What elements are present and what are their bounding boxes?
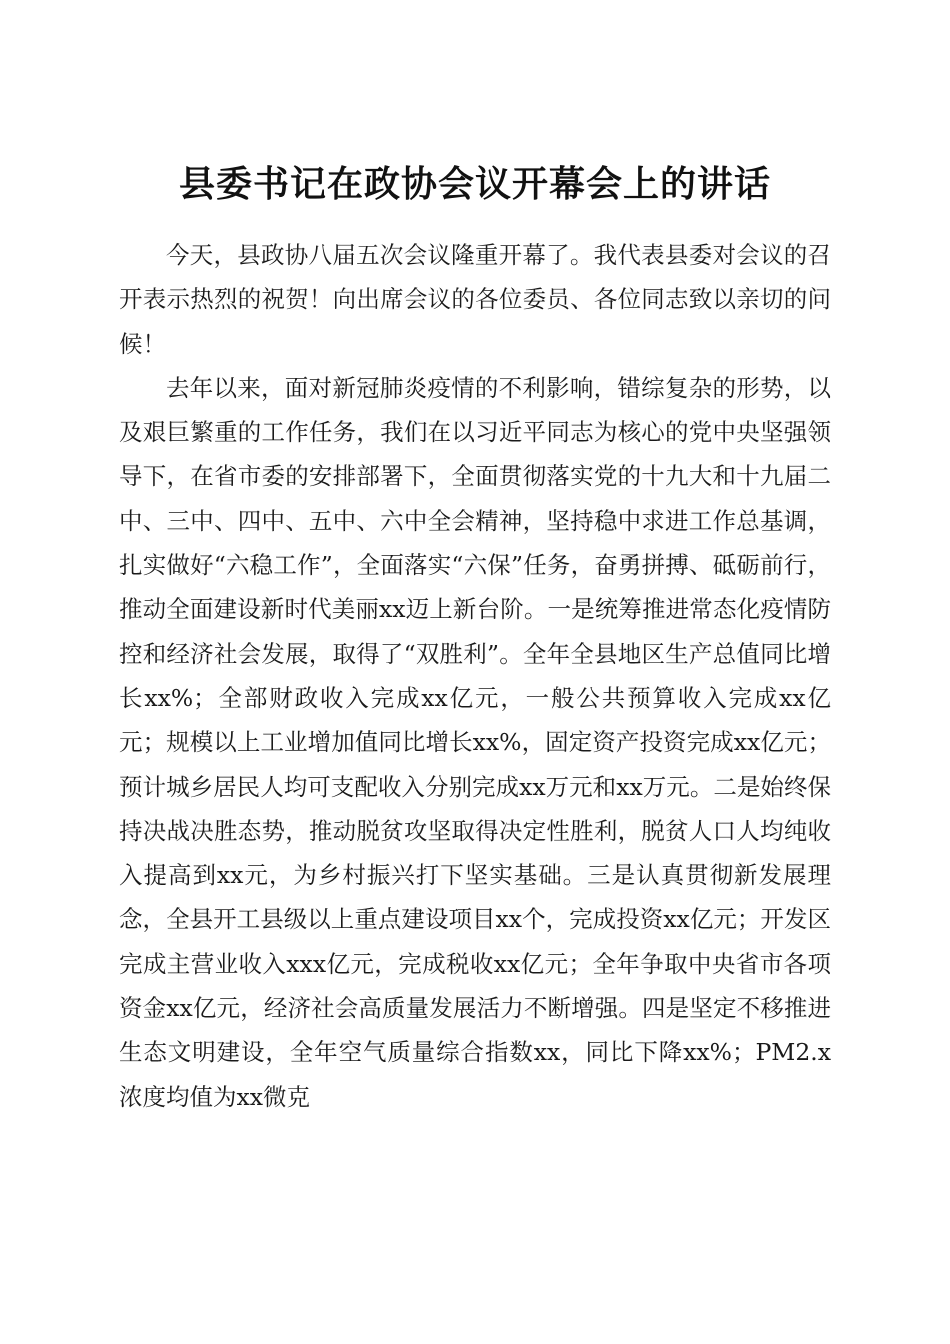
document-body xyxy=(119,233,831,1119)
document-title: 县委书记在政协会议开幕会上的讲话 xyxy=(178,163,771,206)
paragraph-review: 去年以来，面对新冠肺炎疫情的不利影响，错综复杂的形势，以及艰巨繁重的工作任务，我们在以习近平同志为核心的党中央坚强领导下，在省市委的安排部署下，全面贯彻落实党的十九大和十九届二中、三中、四中、五中、六中全会精神，坚持稳中求进工作总基调，扎实做好“六稳工作”，全面落实“六保”任务，奋勇拼搏、砥砺前行，推动全面建设新时代美丽xx迈上新台阶。一是统筹推进常态化疫情防控和经济社会发展，取得了“双胜利”。全年全县地区生产总值同比增长xx%；全部财政收入完成xx亿元，一般公共预算收入完成xx亿元；规模以上工业增加值同比增长xx%，固定资产投资完成xx亿元；预计城乡居民人均可支配收入分别完成xx万元和xx万元。二是始终保持决战决胜态势，推动脱贫攻坚取得决定性胜利，脱贫人口人均纯收入提高到xx元，为乡村振兴打下坚实基础。三是认真贯彻新发展理念，全县开工县级以上重点建设项目xx个，完成投资xx亿元；开发区完成主营业收入xxx亿元，完成税收xx亿元；全年争取中央省市各项资金xx亿元，经济社会高质量发展活力不断增强。四是坚定不移推进生态文明建设，全年空气质量综合指数xx，同比下降xx%；PM2.x浓度均值为xx微克 xyxy=(119,373,831,1111)
paragraph-opening: 今天，县政协八届五次会议隆重开幕了。我代表县委对会议的召开表示热烈的祝贺！向出席会议的各位委员、各位同志致以亲切的问候！ xyxy=(119,241,831,358)
